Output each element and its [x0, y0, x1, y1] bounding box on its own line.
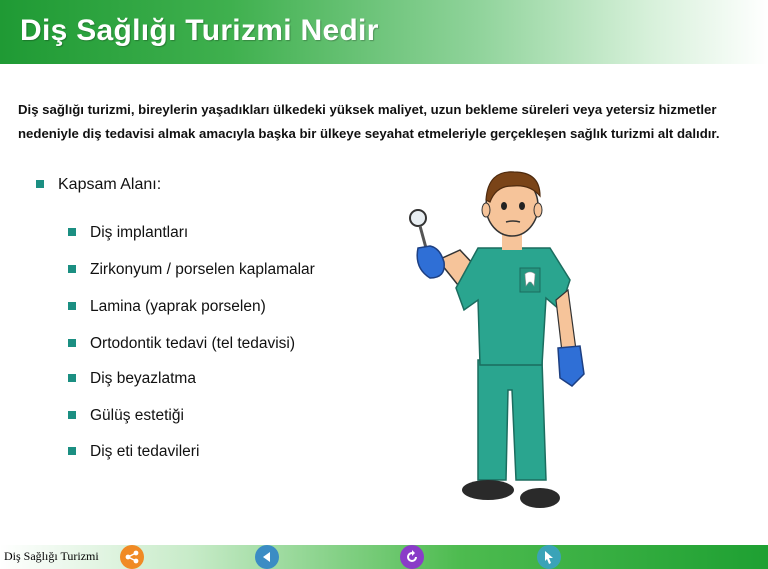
list-item-label: Zirkonyum / porselen kaplamalar — [90, 261, 315, 278]
list-item-label: Diş eti tedavileri — [90, 443, 200, 460]
scope-heading — [36, 176, 161, 194]
list-item — [68, 298, 266, 316]
list-item-label: Lamina (yaprak porselen) — [90, 298, 266, 315]
pointer-icon[interactable] — [537, 545, 561, 569]
list-item — [68, 335, 295, 353]
list-item — [68, 370, 196, 388]
bullet-icon — [68, 339, 76, 347]
bullet-icon — [68, 447, 76, 455]
bullet-icon — [36, 180, 44, 188]
list-item — [68, 224, 188, 242]
footer-label: Diş Sağlığı Turizmi — [4, 549, 99, 563]
header-bar — [0, 0, 768, 64]
list-item-label: Diş implantları — [90, 224, 189, 241]
bullet-icon — [68, 302, 76, 310]
bullet-icon — [68, 228, 76, 236]
page-title: Diş Sağlığı Turizmi Nedir — [20, 14, 379, 47]
list-item — [68, 261, 315, 279]
list-item — [68, 443, 199, 461]
list-item — [68, 407, 184, 425]
bullet-icon — [68, 374, 76, 382]
back-arrow-icon[interactable] — [255, 545, 279, 569]
share-icon[interactable] — [120, 545, 144, 569]
replay-icon[interactable] — [400, 545, 424, 569]
list-item-label: Gülüş estetiği — [90, 407, 184, 424]
dental-mirror-icon — [410, 210, 426, 248]
bullet-icon — [68, 411, 76, 419]
bullet-icon — [68, 265, 76, 273]
scope-label: Kapsam Alanı: — [58, 176, 162, 193]
list-item-label: Diş beyazlatma — [90, 370, 196, 387]
intro-text: Diş sağlığı turizmi, bireylerin yaşadıkları ülkedeki yüksek maliyet, uzun bekleme süreleri veya yetersiz hizmetler nedeniyle diş tedavisi almak amacıyla başka bir ülkeye seyahat etmeleriyle gerçekleşen sağlık turizmi alt dalıdır. — [18, 102, 720, 141]
dentist-illustration — [400, 160, 600, 530]
list-item-label: Ortodontik tedavi (tel tedavisi) — [90, 335, 296, 352]
footer-bar — [0, 545, 768, 569]
